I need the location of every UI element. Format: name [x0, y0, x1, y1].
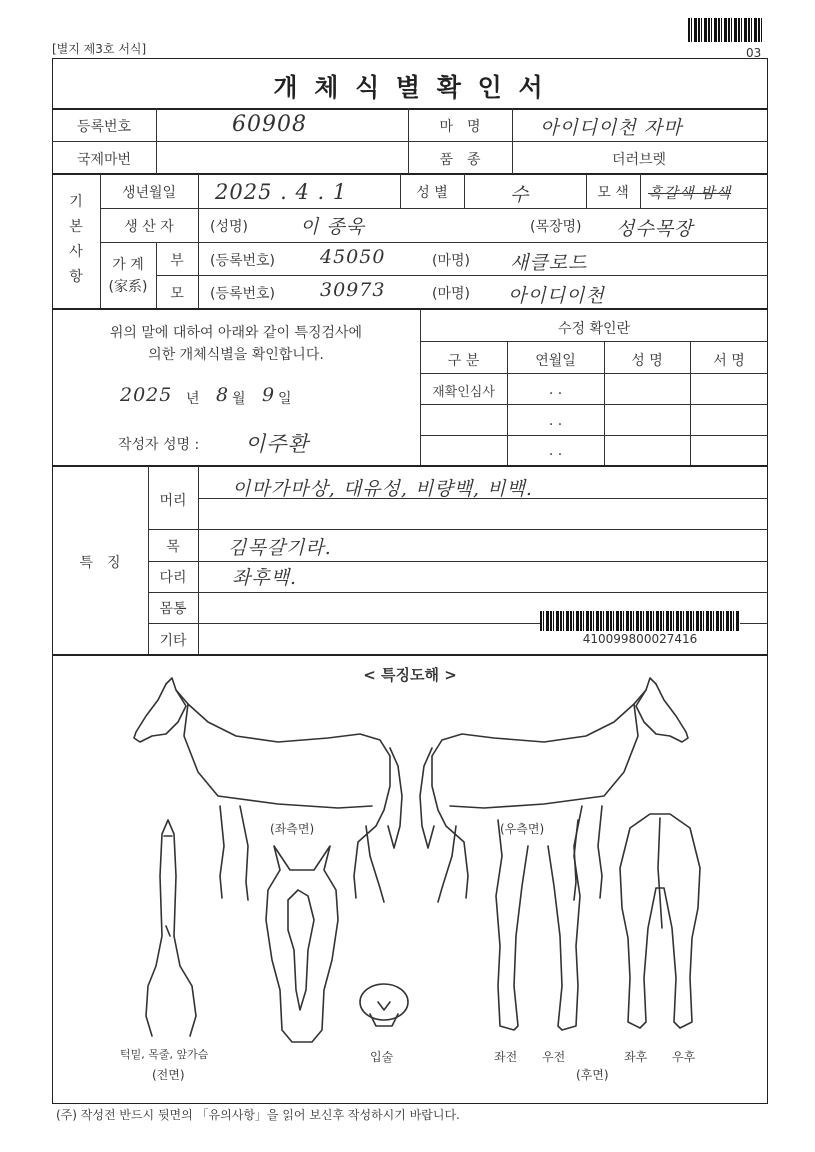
confirm-day: 9: [262, 384, 276, 406]
left-side-label: (좌측면): [270, 822, 315, 836]
feature-value-head: 이마가마상, 대유성, 비량백, 비백.: [232, 478, 533, 500]
sire-name-label: (마명): [432, 253, 470, 269]
month-label: 월: [232, 391, 246, 407]
feature-label-head: 머리: [159, 493, 187, 509]
dam-label: 모: [170, 286, 184, 302]
horse-name-label: 마 명: [439, 119, 481, 135]
statement-line1: 위의 말에 대하여 아래와 같이 특징검사에: [109, 325, 363, 341]
birth-value: 2025 . 4 . 1: [215, 180, 348, 204]
revision-row-date: . .: [548, 443, 563, 459]
footer-note: (주) 작성전 반드시 뒷면의 「유의사항」을 읽어 보신후 작성하시기 바랍니다.: [56, 1108, 460, 1122]
producer-name-value: 이 종욱: [300, 216, 366, 238]
feature-value-legs: 좌후백.: [232, 567, 298, 589]
revision-title: 수정 확인란: [557, 321, 631, 337]
producer-label: 생 산 자: [124, 219, 174, 235]
left-fore-caption: 좌전: [494, 1050, 518, 1064]
dam-name-value: 아이디이천: [508, 285, 605, 307]
page-title: 개 체 식 별 확 인 서: [273, 73, 547, 102]
color-label: 모 색: [597, 185, 629, 201]
feature-value-neck: 김목갈기라.: [228, 537, 332, 559]
dam-name-label: (마명): [432, 286, 470, 302]
horse-muzzle-drawing: [356, 980, 412, 1032]
sire-reg-label: (등록번호): [210, 253, 276, 269]
confirm-month: 8: [216, 384, 230, 406]
birth-label: 생년월일: [121, 185, 177, 201]
color-value: 흑갈색 밤색: [648, 184, 732, 202]
sex-label: 성 별: [416, 185, 448, 201]
diagram-title: < 특징도해 >: [363, 666, 457, 684]
revision-header-type: 구 분: [447, 353, 480, 369]
left-hind-caption: 좌후: [624, 1050, 648, 1064]
feature-label-other: 기타: [159, 633, 187, 649]
barcode-number: 410099800027416: [582, 632, 698, 646]
dam-reg-label: (등록번호): [210, 286, 276, 302]
horse-front-neck-drawing: [140, 816, 210, 1041]
pedigree-label: 가 계: [112, 257, 144, 273]
reg-no-label: 등록번호: [76, 119, 132, 135]
breed-label: 품 종: [439, 152, 481, 168]
writer-label: 작성자 성명 :: [118, 437, 200, 453]
reg-no-value: 60908: [232, 112, 307, 137]
sex-value: 수: [510, 184, 530, 206]
sire-name-value: 새클로드: [510, 252, 588, 274]
basic-section-label: 기 본 사 항: [69, 194, 83, 285]
revision-header-name: 성 명: [631, 353, 663, 369]
sire-label: 부: [170, 253, 184, 269]
revision-header-date: 연월일: [535, 353, 576, 369]
revision-row-type: 재확인심사: [432, 385, 495, 400]
confirm-year: 2025: [120, 384, 173, 406]
feature-barcode: [540, 611, 740, 631]
year-label: 년: [186, 391, 200, 407]
farm-label: (목장명): [530, 219, 582, 235]
pedigree-hanja: (家系): [108, 279, 148, 295]
front-label: (전면): [152, 1068, 185, 1082]
breed-value: 더러브렛: [611, 152, 667, 168]
revision-row-date: . .: [548, 382, 563, 398]
divider: [52, 108, 768, 110]
front-caption: 턱밑, 목줄, 앞가슴: [120, 1048, 209, 1061]
rear-label: (후면): [576, 1068, 609, 1082]
right-fore-caption: 우전: [542, 1050, 566, 1064]
horse-name-value: 아이디이천 자마: [540, 117, 683, 139]
features-section-label: 특 징: [79, 555, 121, 571]
statement-line2: 의한 개체식별을 확인합니다.: [148, 347, 324, 363]
right-side-label: (우측면): [500, 822, 545, 836]
horse-rear-drawing: [610, 808, 710, 1040]
right-hind-caption: 우후: [672, 1050, 696, 1064]
revision-row-date: . .: [548, 413, 563, 429]
feature-label-neck: 목: [166, 539, 180, 555]
intl-no-label: 국제마번: [76, 152, 132, 168]
feature-label-legs: 다리: [159, 570, 187, 586]
horse-face-drawing: [262, 840, 342, 1050]
writer-signature: 이주환: [245, 432, 309, 456]
day-label: 일: [278, 391, 292, 407]
page-number: 03: [746, 46, 762, 60]
feature-label-body: 몸통: [159, 601, 187, 617]
farm-value: 성수목장: [616, 218, 694, 240]
horse-front-legs-drawing: [488, 816, 588, 1041]
muzzle-caption: 입술: [370, 1050, 394, 1064]
producer-name-label: (성명): [210, 219, 248, 235]
dam-reg-value: 30973: [320, 279, 386, 301]
revision-header-sign: 서 명: [713, 353, 745, 369]
top-barcode: [688, 18, 764, 42]
sire-reg-value: 45050: [320, 246, 386, 268]
form-label: [별지 제3호 서식]: [52, 42, 147, 56]
